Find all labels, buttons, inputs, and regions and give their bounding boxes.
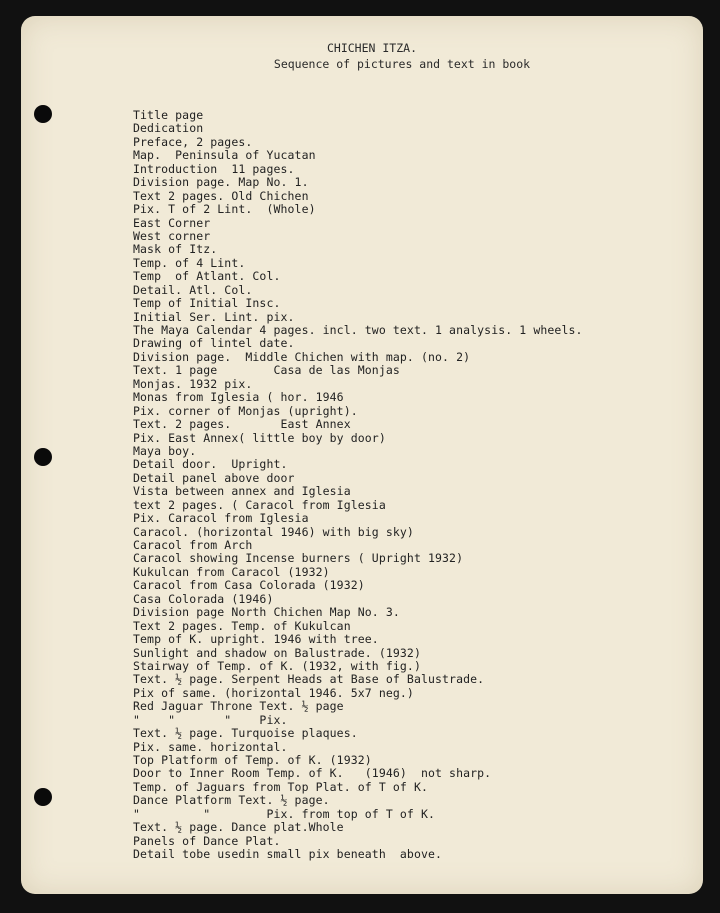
sequence-line: Text. 2 pages. East Annex — [133, 417, 351, 432]
sequence-line: Pix. Caracol from Iglesia — [133, 511, 309, 526]
sequence-line: Stairway of Temp. of K. (1932, with fig.) — [133, 658, 421, 673]
sequence-line: Text 2 pages. Old Chichen — [133, 188, 309, 203]
sequence-line: Detail. Atl. Col. — [133, 282, 253, 297]
sequence-line: Monas from Iglesia ( hor. 1946 — [133, 390, 344, 405]
sequence-line: Division page. Middle Chichen with map. (no. 2) — [133, 349, 471, 364]
sequence-line: Caracol from Arch — [133, 538, 253, 552]
sequence-line: " " " Pix. — [133, 712, 288, 727]
sequence-line: Text. ½ page. Turquoise plaques. — [133, 726, 358, 741]
sequence-line: Pix. same. horizontal. — [133, 739, 288, 754]
sequence-line: Division page North Chichen Map No. 3. — [133, 605, 400, 620]
sequence-line: Caracol showing Incense burners ( Upright 1932) — [133, 551, 464, 566]
sequence-line: Text. ½ page. Serpent Heads at Base of Balustrade. — [133, 672, 485, 687]
sequence-line: Dedication — [133, 121, 204, 136]
sequence-line: Text 2 pages. Temp. of Kukulcan — [133, 618, 351, 633]
sequence-line: Pix. East Annex( little boy by door) — [133, 430, 386, 445]
sequence-line: Map. Peninsula of Yucatan — [133, 148, 316, 163]
sequence-line: Red Jaguar Throne Text. ½ page — [133, 699, 344, 714]
sequence-line: Pix. T of 2 Lint. (Whole) — [133, 202, 316, 217]
sequence-line: Temp. of 4 Lint. — [133, 255, 246, 270]
sequence-line: West corner — [133, 228, 211, 243]
sequence-line: Pix. corner of Monjas (upright). — [133, 403, 358, 418]
sequence-line: Dance Platform Text. ½ page. — [133, 793, 330, 808]
sequence-line: Kukulcan from Caracol (1932) — [133, 564, 330, 579]
sequence-line: Detail tobe usedin small pix beneath above. — [133, 847, 443, 862]
sequence-line: Title page — [133, 108, 204, 122]
sequence-line: Introduction 11 pages. — [133, 161, 295, 176]
sequence-line: Vista between annex and Iglesia — [133, 484, 351, 499]
sequence-line: text 2 pages. ( Caracol from Iglesia — [133, 497, 386, 512]
sequence-line: Pix of same. (horizontal 1946. 5x7 neg.) — [133, 685, 414, 700]
sequence-line: Sunlight and shadow on Balustrade. (1932) — [133, 645, 421, 660]
typed-page — [21, 16, 703, 894]
sequence-line: Door to Inner Room Temp. of K. (1946) not sharp. — [133, 766, 492, 781]
sequence-line: The Maya Calendar 4 pages. incl. two text. 1 analysis. 1 wheels. — [133, 323, 583, 337]
sequence-line: Preface, 2 pages. — [133, 134, 253, 149]
sequence-line: Temp of Initial Insc. — [133, 296, 281, 311]
sequence-list — [133, 109, 583, 862]
binder-hole-top — [34, 105, 52, 123]
binder-hole-bottom — [34, 788, 52, 806]
sequence-line: Temp of K. upright. 1946 with tree. — [133, 632, 379, 647]
sequence-line: Casa Colorada (1946) — [133, 591, 274, 606]
sequence-line: Mask of Itz. — [133, 242, 218, 257]
sequence-line: Temp of Atlant. Col. — [133, 269, 281, 284]
sequence-line: Panels of Dance Plat. — [133, 833, 281, 848]
sequence-line: " " Pix. from top of T of K. — [133, 806, 436, 821]
sequence-line: Text. ½ page. Dance plat.Whole — [133, 820, 344, 835]
page-title: CHICHEN ITZA. — [326, 41, 417, 55]
sequence-line: Initial Ser. Lint. pix. — [133, 309, 295, 324]
sequence-line: Detail panel above door — [133, 470, 295, 485]
sequence-line: Monjas. 1932 pix. — [133, 376, 253, 391]
sequence-line: Division page. Map No. 1. — [133, 175, 309, 190]
sequence-line: Drawing of lintel date. — [133, 336, 295, 351]
page-header — [21, 40, 703, 72]
sequence-line: Caracol from Casa Colorada (1932) — [133, 578, 365, 593]
sequence-line: Top Platform of Temp. of K. (1932) — [133, 753, 372, 767]
sequence-line: Temp. of Jaguars from Top Plat. of T of K. — [133, 779, 428, 794]
sequence-line: East Corner — [133, 215, 211, 230]
sequence-line: Maya boy. — [133, 443, 197, 458]
page-subtitle: Sequence of pictures and text in book — [273, 57, 531, 71]
sequence-line: Caracol. (horizontal 1946) with big sky) — [133, 524, 414, 539]
binder-hole-middle — [34, 448, 52, 466]
sequence-line: Text. 1 page Casa de las Monjas — [133, 363, 400, 378]
sequence-line: Detail door. Upright. — [133, 457, 288, 472]
